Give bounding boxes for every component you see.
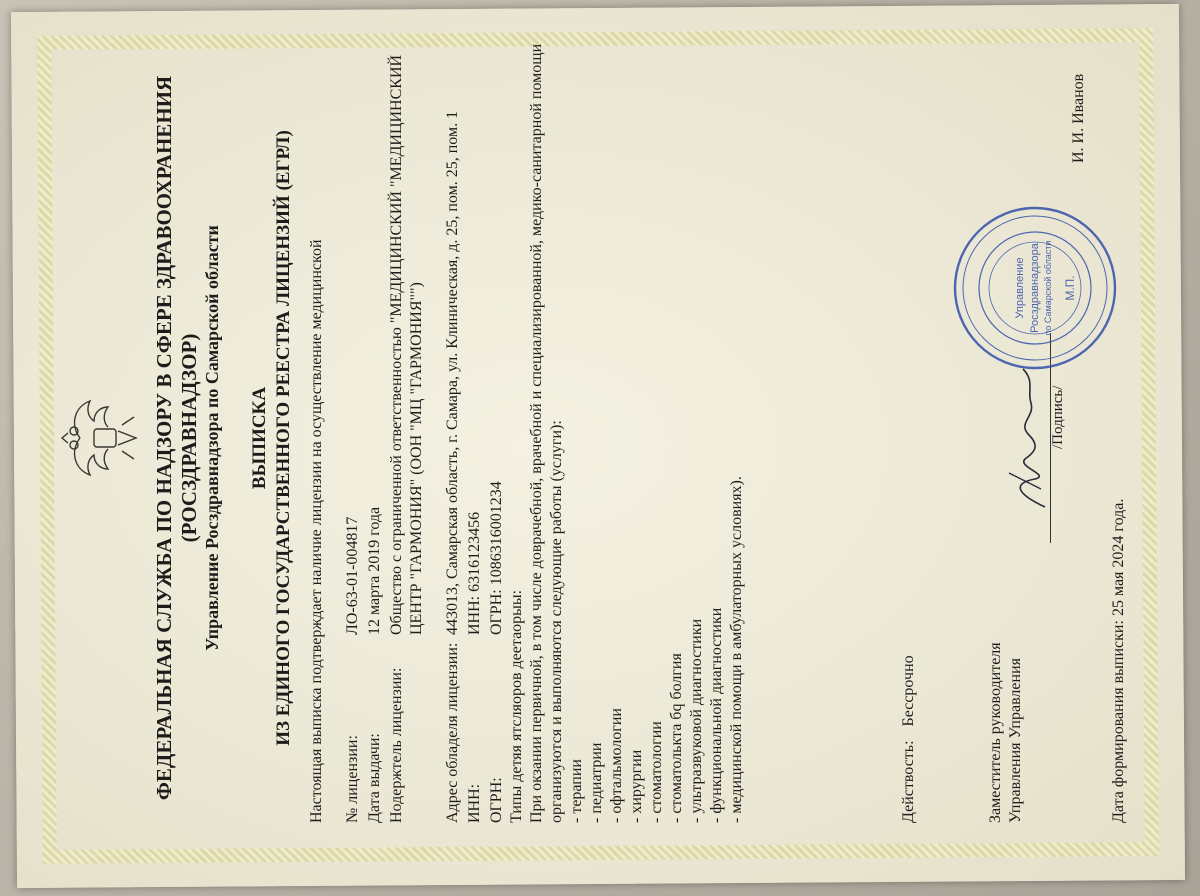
list-item: - хирургии — [628, 749, 645, 823]
list-item: - офтальмологии — [608, 708, 625, 823]
ogrn-row: ОГРН: ОГРН: 1086316001234 — [488, 481, 505, 823]
issue-date-footer: Дата формирования выписки: 25 мая 2024 года. — [1110, 498, 1127, 823]
holder-row: Нодержтель лицензии: Общество с ограниченной ответственностью "МЕДИЦИНСКИЙ "МЕДИЦИНСКИЙ ЦЕНТР "ГАРМОНИЯ" (ООН "МЦ "ГАРМОНИЯ"") — [388, 54, 425, 823]
stamp-text-1: Управление — [1014, 257, 1026, 319]
intro-text: Настоящая выписка подтверждает наличие лицензии на осуществление медицинской — [308, 239, 325, 823]
department-title: Управление Росздравнадзора по Самарской области — [202, 225, 222, 651]
official-stamp — [950, 203, 1120, 373]
stamp-mp: М.П. — [1063, 275, 1077, 301]
address-row: Адрес обладеля лицензии: 443013, Самарская область, г. Самара, ул. Клиническая, д. 25, пом. 25, пом. 1 — [444, 110, 461, 823]
issue-date-row: Дата выдачи: 12 марта 2019 года — [366, 506, 383, 823]
agency-title: ФЕДЕРАЛЬНАЯ СЛУЖБА ПО НАДЗОРУ В СФЕРЕ ЗДРАВООХРАНЕНИЯ (РОСЗДРАВНАДЗОР) — [152, 75, 201, 801]
list-item: - терапии — [568, 759, 585, 823]
document-content — [60, 23, 1140, 853]
signatory-position: Заместитель руководителя Управления Управления — [987, 642, 1024, 823]
document-body — [307, 43, 747, 823]
activities-description: При окзании первичной, в том числе доврачебной, врачебной и специализированной, медико-санитарной помощи организуются и выполняются следующие работы (услуги): — [528, 43, 565, 823]
signature-caption: /Подпись/ — [1050, 385, 1066, 449]
validity-row: Действость:Бессрочно — [900, 655, 917, 823]
document-title: ВЫПИСКА ИЗ ЕДИНОГО ГОСУДАРСТВЕННОГО РЕЕСТРА ЛИЦЕНЗИЙ (ЕГРЛ) — [249, 130, 294, 746]
list-item: - функциональной диагностики — [708, 607, 725, 823]
list-item: - стоматологии — [648, 721, 665, 823]
license-number-row: № лицензии: ЛО-63-01-004817 — [344, 516, 361, 823]
stamp-text-2: Росздравнадзора — [1029, 243, 1041, 333]
handwritten-signature — [1005, 363, 1055, 513]
stamp-text-3: по Самарской области — [1043, 240, 1053, 336]
activities-heading: Типы детяя ятсляоров деетаорыы: — [508, 589, 525, 823]
list-item: - стоматолькта бq болгия — [668, 653, 685, 823]
coat-of-arms-icon — [60, 395, 146, 481]
list-item: - педиатрии — [588, 742, 605, 823]
signer-name: И. И. Иванов — [1070, 73, 1087, 163]
list-item: - медицинской помощи в амбулаторных условиях). — [728, 476, 745, 823]
activities-list — [567, 43, 747, 823]
inn-row: ИНН: ИНН: 6316123456 — [466, 511, 483, 823]
list-item: - ультразвуковой диагностики — [688, 618, 705, 823]
